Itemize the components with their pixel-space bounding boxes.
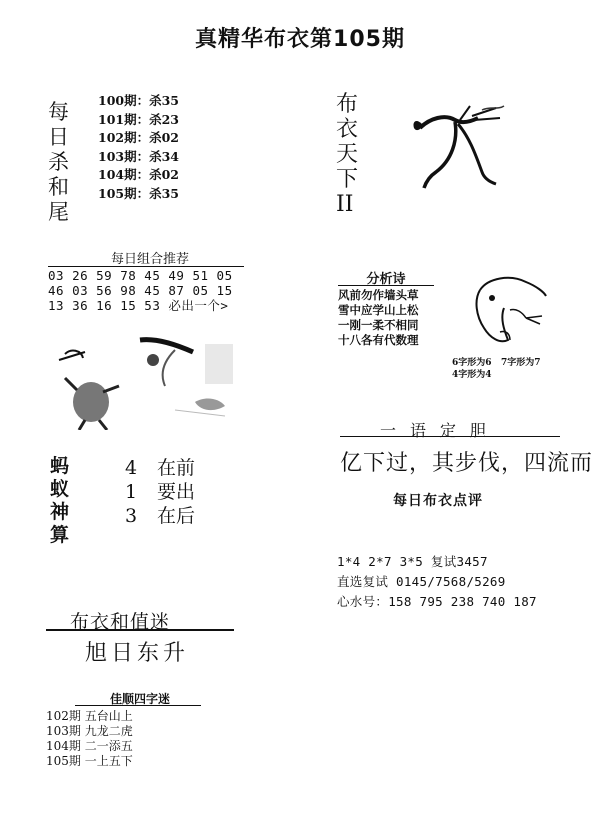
combo-heading: 每日组合推荐 xyxy=(110,252,189,267)
divider xyxy=(48,266,244,267)
bubu-label-char: 衣 xyxy=(336,117,359,142)
four-char-list xyxy=(46,709,133,769)
daily-kill-label-char: 杀 xyxy=(48,150,69,174)
ant-text: 在前 xyxy=(157,457,196,479)
bubu-label-char: II xyxy=(336,192,354,217)
yiyu-text: 亿下过，其步伐，四流而 xyxy=(340,451,594,476)
buyi-heading: 布衣和值迷 xyxy=(70,611,171,633)
list-item: 103期 九龙二虎 xyxy=(46,724,133,738)
list-item: 13 36 16 15 53 必出一个> xyxy=(48,298,229,313)
list-item: 46 03 56 98 45 87 05 15 xyxy=(48,283,233,298)
ant-num: 1 xyxy=(125,481,138,503)
picks-list xyxy=(337,552,537,612)
list-item: 心水号：158 795 238 740 187 xyxy=(337,594,537,609)
bubu-tianxia-label xyxy=(336,92,360,217)
ant-label-char: 算 xyxy=(50,524,70,546)
list-item: 104期：杀02 xyxy=(98,167,179,182)
bubu-label-char: 布 xyxy=(336,92,359,117)
divider xyxy=(75,705,201,706)
daily-review-heading: 每日布衣点评 xyxy=(393,493,483,509)
list-item: 102期：杀02 xyxy=(98,130,179,145)
list-item: 101期：杀23 xyxy=(98,111,179,127)
list-item: 103期：杀34 xyxy=(98,148,179,164)
list-item: 03 26 59 78 45 49 51 05 xyxy=(48,268,233,283)
bubu-label-char: 下 xyxy=(336,167,359,192)
form-note: 4字形为4 xyxy=(452,370,492,380)
form-note: 6字形为6 xyxy=(452,358,492,368)
divider xyxy=(338,285,434,286)
bubu-label-char: 天 xyxy=(336,142,359,167)
daily-kill-label xyxy=(48,100,72,225)
ant-text: 在后 xyxy=(157,505,196,527)
divider xyxy=(46,629,234,631)
ant-num: 3 xyxy=(125,505,138,527)
poem-line: 十八各有代数理 xyxy=(338,333,419,347)
poem-line: 一刚一柔不相同 xyxy=(338,318,419,332)
ink-figure-illustration xyxy=(400,100,510,195)
list-item: 102期 五台山上 xyxy=(46,709,133,723)
divider xyxy=(340,436,560,437)
page-title: 真精华布衣第105期 xyxy=(195,27,405,52)
yiyu-heading: 一语定胆 xyxy=(380,421,501,440)
list-item xyxy=(125,504,195,528)
four-char-heading: 佳顺四字迷 xyxy=(109,692,170,706)
ant-num: 4 xyxy=(125,457,138,479)
list-item: 直选复试 0145/7568/5269 xyxy=(337,574,506,589)
ant-label xyxy=(50,455,74,547)
list-item: 105期：杀35 xyxy=(98,185,179,201)
list-item xyxy=(125,480,195,504)
daily-kill-label-char: 每 xyxy=(48,100,69,124)
daily-kill-label-char: 日 xyxy=(48,125,69,149)
poem-line: 风前勿作墙头草 xyxy=(338,288,419,302)
list-item: 1*4 2*7 3*5 复试3457 xyxy=(337,554,488,569)
poem-line: 雪中应学山上松 xyxy=(338,303,419,317)
list-item: 100期：杀35 xyxy=(98,93,179,108)
daily-kill-list xyxy=(98,92,179,203)
combo-list xyxy=(48,268,233,313)
daily-kill-label-char: 和 xyxy=(48,175,69,199)
ant-text: 要出 xyxy=(157,481,196,503)
form-notes xyxy=(452,357,540,381)
list-item: 104期 二一添五 xyxy=(46,739,133,753)
ant-list xyxy=(125,456,195,528)
poem-heading: 分析诗 xyxy=(366,272,406,287)
daily-kill-label-char: 尾 xyxy=(48,200,69,224)
ant-label-char: 神 xyxy=(50,501,70,523)
form-note: 7字形为7 xyxy=(500,358,541,368)
ox-head-illustration xyxy=(470,272,550,352)
list-item xyxy=(125,456,195,480)
list-item: 105期 一上五下 xyxy=(46,754,133,768)
ant-label-char: 蚂 xyxy=(50,455,70,477)
buyi-text: 旭日东升 xyxy=(85,641,190,666)
poem-lines xyxy=(338,288,419,348)
ink-scene-illustration xyxy=(55,330,240,430)
ant-label-char: 蚁 xyxy=(50,478,70,500)
